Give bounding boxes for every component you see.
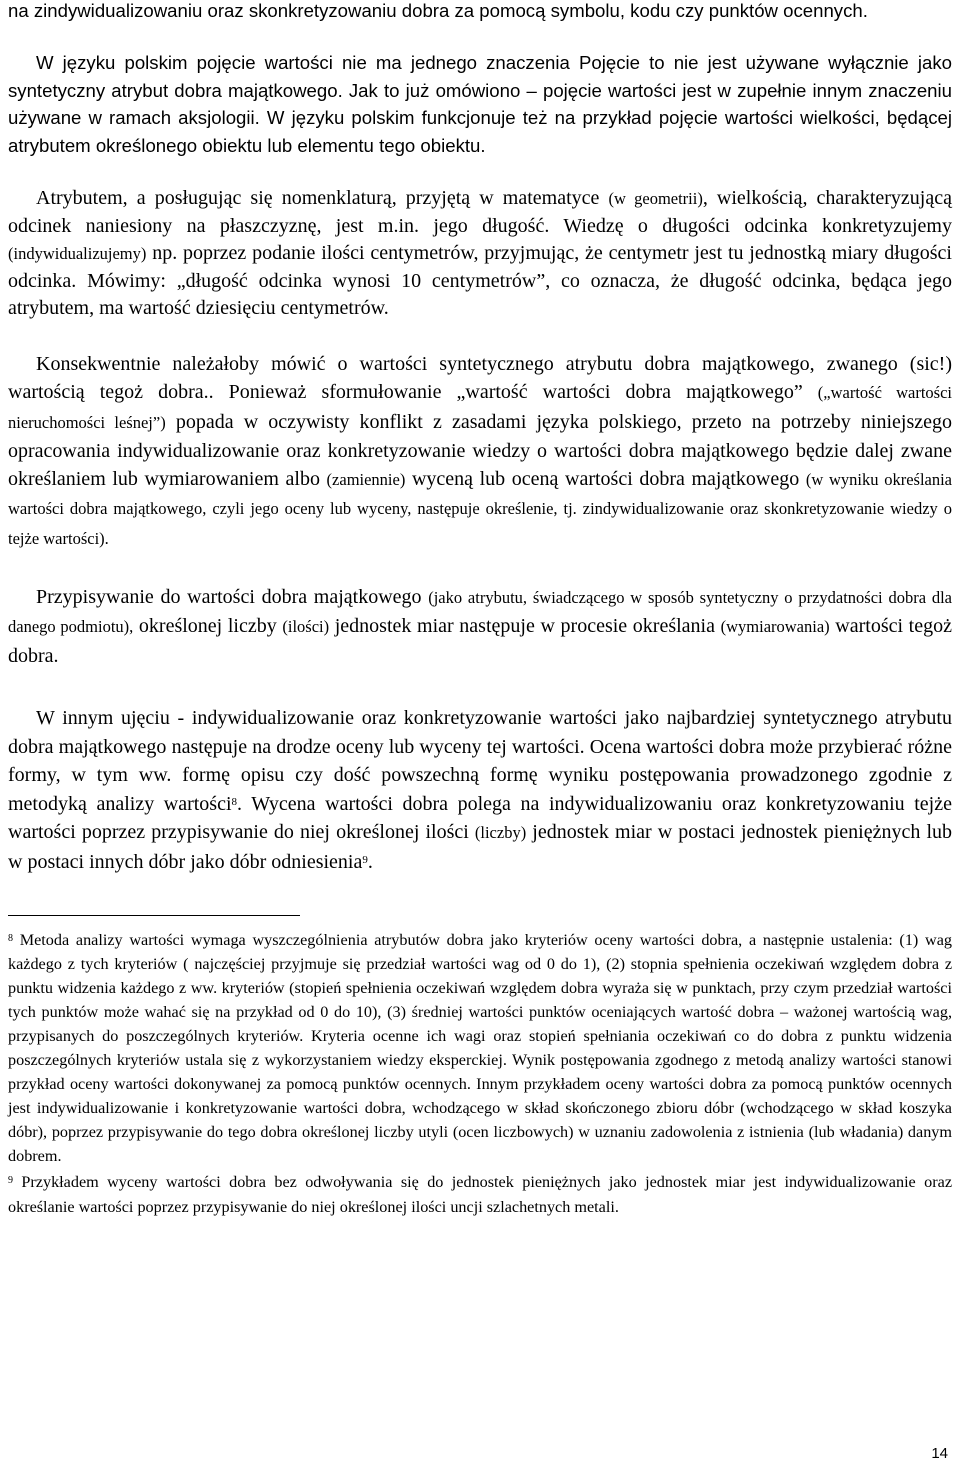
- paragraph-2: [8, 49, 952, 159]
- paragraph-4-text: wyceną lub oceną wartości dobra majątkowego: [405, 468, 806, 491]
- paragraph-6-text: W innym ujęciu - indywidualizowanie oraz konkretyzowanie wartości jako najbardziej syntetycznego atrybutu dobra majątkowego następuje na drodze oceny lub wyceny tej wartości. Ocena wartości dobra może przybierać różne formy, w tym ww. formę opisu czy dość powszechną formę wyniku postępowania prowadzonego zgodnie z metodyką analizy wartości: [8, 706, 952, 815]
- paragraph-6-text: jednostek miar w postaci jednostek pieniężnych lub w postaci innych dóbr jako dóbr odniesienia: [8, 821, 952, 873]
- paragraph-2-text: W języku polskim pojęcie wartości nie ma jednego znaczenia Pojęcie to nie jest używane wyłącznie jako syntetyczny atrybut dobra majątkowego. Jak to już omówiono – pojęcie wartości jest w zupełnie innym znaczeniu używane w ramach aksjologii. W języku polskim funkcjonuje też na przykład pojęcie wartości wielkości, będącej atrybutem określonego obiektu lub elementu tego obiektu.: [8, 52, 952, 156]
- paragraph-4-parenthetical: (zamiennie): [326, 470, 406, 490]
- paragraph-6: [8, 704, 952, 877]
- paragraph-5-parenthetical: (ilości): [282, 617, 330, 637]
- paragraph-5-text: wartości tegoż dobra.: [8, 615, 952, 667]
- footnote-ref-9[interactable]: 9: [362, 853, 368, 866]
- paragraph-3-text: Atrybutem, a posługując się nomenklaturą, przyjętą w matematyce: [36, 187, 609, 210]
- paragraph-4-text: Konsekwentnie należałoby mówić o wartości syntetycznego atrybutu dobra majątkowego, zwanego (sic!) wartością tegoż dobra.. Ponieważ sformułowanie „wartość wartości dobra majątkowego”: [8, 353, 952, 404]
- footnote-mark: 9: [8, 1175, 13, 1187]
- paragraph-5: [8, 583, 952, 670]
- paragraph-5-parenthetical: (jako atrybutu, świadczącego w sposób syntetyczny o przydatności dobra dla danego podmiotu),: [8, 588, 952, 637]
- paragraph-4-text: popada w oczywisty konflikt z zasadami języka polskiego, przeto na potrzeby niniejszego opracowania indywidualizowanie oraz konkretyzowanie wiedzy o wartości dobra majątkowego będzie dalej zwane określaniem lub wymiarowaniem albo: [8, 410, 952, 491]
- footnote-mark: 8: [8, 932, 13, 944]
- paragraph-6-text: .: [367, 850, 373, 873]
- footnote-ref-8[interactable]: 8: [231, 795, 238, 808]
- footnote-text: Metoda analizy wartości wymaga wyszczególnienia atrybutów dobra jako kryteriów oceny wartości dobra, a następnie ustalenia: (1) wag każdego z tych kryteriów ( najczęściej przyjmuje się przedział wartości wag od 0 do 1), (2) stopnia spełnienia oczekiwań względem dobra z punktu widzenia każdego z ww. kryteriów (stopień spełnienia oczekiwań względem dobra wyraża się w punktach, przy czym przedział wartości tych punktów może wahać się na przykład od 0 do 10), (3) średniej wartości punktów oceniających wartość dobra – ważonej wartością wag, przypisanych do poszczególnych kryteriów. Kryteria ocenne ich wagi oraz stopień spełniania oczekiwań co do dobra z punktu widzenia poszczególnych kryteriów ustala się z wykorzystaniem wiedzy eksperckiej. Wynik postępowania zgodnego z metodą analizy wartości stanowi przykład oceny wartości dokonywanej za pomocą punktów ocennych. Innym przykładem oceny wartości dobra za pomocą punktów ocennych jest indywidualizowanie i konkretyzowanie wartości dobra, wchodzącego w skład skończonego zbioru dóbr (wchodzącego w skład koszyka dóbr), poprzez przypisywanie do tego dobra określonej liczby utyli (ocen liczbowych) w uznaniu zadowolenia z istnienia (lub władania) danym dobrem.: [8, 930, 952, 1166]
- paragraph-3-text: , wielkością, charakteryzującą odcinek naniesiony na płaszczyznę, jest m.in. jego długość. Wiedzę o długości odcinka konkretyzujemy: [8, 187, 952, 237]
- paragraph-1: [8, 0, 952, 24]
- page-number: 14: [931, 1445, 948, 1462]
- paragraph-5-parenthetical: (wymiarowania): [720, 617, 830, 637]
- paragraph-1-text: na zindywidualizowaniu oraz skonkretyzowaniu dobra za pomocą symbolu, kodu czy punktów ocennych.: [8, 0, 868, 21]
- footnote-text: Przykładem wyceny wartości dobra bez odwoływania się do jednostek pieniężnych jako jednostek miar jest indywidualizowanie oraz określanie wartości poprzez przypisywanie do niej określonej ilości uncji szlachetnych metali.: [8, 1173, 952, 1216]
- paragraph-5-text: jednostek miar następuje w procesie określania: [329, 615, 721, 638]
- footnote-9: [8, 1170, 952, 1218]
- paragraph-5-text: Przypisywanie do wartości dobra majątkowego: [36, 586, 429, 609]
- paragraph-4-parenthetical: (w wyniku określania wartości dobra majątkowego, czyli jego oceny lub wyceny, następuje określenie, tj. zindywidualizowanie oraz skonkretyzowanie wiedzy o tejże wartości).: [8, 470, 953, 548]
- footnote-separator: [8, 915, 300, 916]
- paragraph-6-text: . Wycena wartości dobra polega na indywidualizowaniu oraz konkretyzowaniu tejże wartości poprzez przypisywanie do niej określonej ilości: [8, 792, 952, 844]
- paragraph-5-text: określonej liczby: [133, 615, 283, 638]
- paragraph-6-parenthetical: (liczby): [474, 823, 527, 843]
- paragraph-3-parenthetical: (w geometrii): [608, 189, 703, 209]
- paragraph-3-text: np. poprzez podanie ilości centymetrów, przyjmując, że centymetr jest tu jednostką miary długości odcinka. Mówimy: „długość odcinka wynosi 10 centymetrów”, co oznacza, że długość odcinka, będąca jego atrybutem, ma wartość dziesięciu centymetrów.: [8, 242, 952, 320]
- paragraph-4: [8, 350, 952, 553]
- paragraph-4-parenthetical: („wartość wartości nieruchomości leśnej”): [8, 383, 952, 432]
- footnote-8: [8, 928, 952, 1169]
- paragraph-3: [8, 185, 952, 323]
- paragraph-3-parenthetical: (indywidualizujemy): [8, 244, 147, 264]
